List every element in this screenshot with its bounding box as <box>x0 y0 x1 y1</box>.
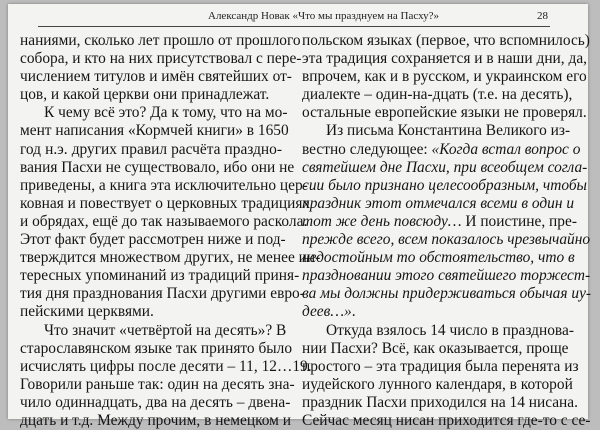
text-line <box>302 303 564 321</box>
text-line: польском языках (первое, что вспомнилось) <box>302 32 564 50</box>
text-line: и обрядах, ещё до так называемого раскола. <box>20 213 282 231</box>
text-line <box>302 231 564 249</box>
text-line: тверждится множеством других, не менее ин- <box>20 249 282 267</box>
text-line <box>302 195 564 213</box>
paragraph <box>20 104 282 321</box>
text-line: чило одиннадцать, два на десять – двена- <box>20 394 282 412</box>
text-line: эта традиция сохраняется и в наши дни, да, <box>302 50 564 68</box>
text-line: дцать и т.д. Между прочим, в немецком и <box>20 412 282 430</box>
quote-fragment: прежде всего, всем показалось чрезвычайно <box>302 231 590 248</box>
quote-fragment: недостойным то обстоятельство, что в <box>302 249 575 266</box>
text-line: мент написания «Кормчей книги» в 1650 <box>20 122 282 140</box>
text-line: Говорили раньше так: один на десять зна- <box>20 376 282 394</box>
text-line: нии Пасхи? Всё, как оказывается, проще <box>302 340 564 358</box>
text-line <box>302 159 564 177</box>
text-line: диалекте – один-на-дцать (т.е. на десять), <box>302 86 564 104</box>
quote-fragment: праздник этот отмечался всеми в один и <box>302 195 574 212</box>
quote-fragment: святейшем дне Пасхи, при всеобщем согла- <box>302 159 587 176</box>
text-line: числением титулов и имён святейших от- <box>20 68 282 86</box>
text-line: тия дня празднования Пасхи другими евро- <box>20 285 282 303</box>
text-line: Этот факт будет рассмотрен ниже и под- <box>20 231 282 249</box>
paragraph <box>20 322 282 430</box>
text-fragment: И поистине, пре- <box>462 213 577 230</box>
text-line: приведены, а книга эта исключительно цер- <box>20 177 282 195</box>
text-line: старославянском языке так принято было <box>20 340 282 358</box>
text-line: тересных упоминаний из традиций приня- <box>20 267 282 285</box>
page-header <box>38 8 550 27</box>
text-fragment: . <box>352 303 356 320</box>
text-line: Что значит «четвёртой на десять»? В <box>20 322 282 340</box>
text-line: К чему всё это? Да к тому, что на мо- <box>20 104 282 122</box>
text-line: впрочем, как и в русском, и украинском его <box>302 68 564 86</box>
text-line: год н.э. других правил расчёта праздно- <box>20 141 282 159</box>
text-line <box>302 267 564 285</box>
quote-fragment: «Когда встал вопрос о <box>432 141 581 158</box>
text-line: Сейчас месяц нисан приходится где-то с се- <box>302 412 564 430</box>
text-line <box>302 285 564 303</box>
text-line <box>302 141 564 159</box>
text-line: наниями, сколько лет прошло от прошлого <box>20 32 282 50</box>
text-line <box>302 249 564 267</box>
text-line: вания Пасхи не существовало, ибо они не <box>20 159 282 177</box>
quote-fragment: ва мы должны придерживаться обычая иу- <box>302 285 591 302</box>
text-line <box>302 213 564 231</box>
right-column <box>302 32 564 430</box>
left-column <box>20 32 282 430</box>
text-line: пейскими церквями. <box>20 303 282 321</box>
book-page <box>8 4 588 419</box>
text-line: остальные европейские языки не проверял. <box>302 104 564 122</box>
text-line: Откуда взялось 14 число в празднова- <box>302 322 564 340</box>
text-line: иудейского лунного календаря, в которой <box>302 376 564 394</box>
quote-fragment: праздновании этого святейшего торжест- <box>302 267 590 284</box>
text-line: Из письма Константина Великого из- <box>302 122 564 140</box>
text-line: праздник Пасхи приходился на 14 нисана. <box>302 394 564 412</box>
text-line: исчислять цифры после десяти – 11, 12…19. <box>20 358 282 376</box>
text-fragment: вестно следующее: <box>302 141 432 158</box>
quote-fragment: тот же день повсюду… <box>302 213 462 230</box>
paragraph <box>302 322 564 430</box>
text-line: собора, и кто на них присутствовал с пере- <box>20 50 282 68</box>
text-line: цов, и какой церкви они принадлежат. <box>20 86 282 104</box>
page-number: 28 <box>537 10 548 22</box>
paragraph-continued <box>20 32 282 104</box>
quote-fragment: сии было признано целесообразным, чтобы <box>302 177 587 194</box>
running-title: Александр Новак «Что мы празднуем на Пасху?» <box>208 10 439 22</box>
quote-fragment: деев…» <box>302 303 352 320</box>
text-line <box>302 177 564 195</box>
paragraph-continued <box>302 32 564 122</box>
text-line: простого – эта традиция была перенята из <box>302 358 564 376</box>
text-line: ковная и повествует о церковных традициях <box>20 195 282 213</box>
paragraph-quote <box>302 122 564 321</box>
